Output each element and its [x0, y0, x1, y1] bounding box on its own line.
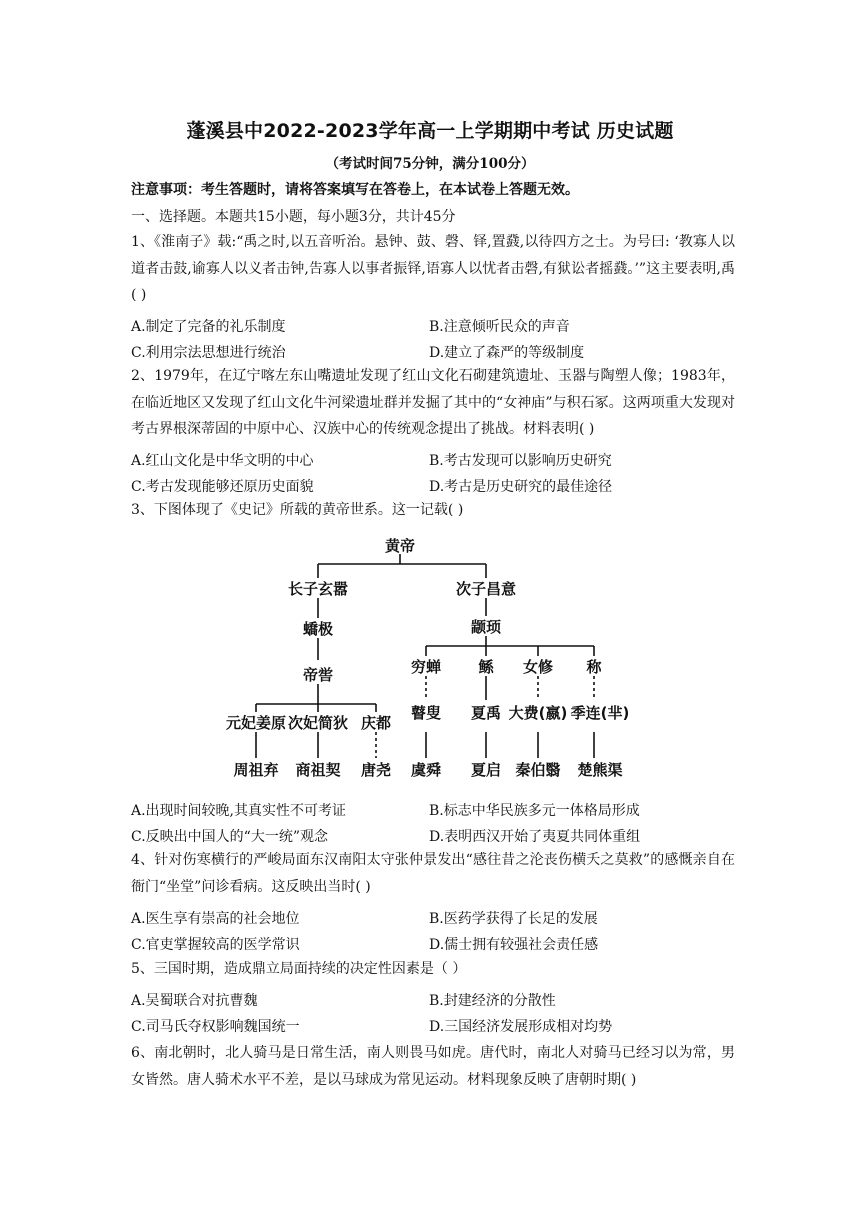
- node-xuanxiao: 长子玄嚣: [287, 580, 349, 598]
- question-2-option-a[interactable]: A.红山文化是中华文明的中心: [131, 453, 314, 469]
- question-1-option-c[interactable]: C.利用宗法思想进行统治: [131, 345, 286, 361]
- node-descendant: 唐尧: [360, 761, 392, 779]
- node-branch-end: 秦伯翳: [515, 761, 561, 779]
- node-branch-end: 夏启: [470, 761, 502, 779]
- node-branch-mid: 季连(芈): [570, 704, 630, 722]
- question-4-option-d[interactable]: D.儒士拥有较强社会责任感: [429, 937, 599, 953]
- question-5-option-a[interactable]: A.吴蜀联合对抗曹魏: [131, 993, 258, 1009]
- node-branch: 女修: [522, 658, 554, 676]
- node-branch-mid: 夏禹: [470, 704, 502, 722]
- node-descendant: 商祖契: [295, 761, 341, 779]
- question-2-stem: 2、1979年，在辽宁喀左东山嘴遗址发现了红山文化石砌建筑遗址、玉器与陶塑人像；1983年，在临近地区又发现了红山文化牛河梁遗址群并发掘了其中的“女神庙”与积石冢。这两项重大发现对考古界根深蒂固的中原中心、汉族中心的传统观念提出了挑战。材料表明( ): [131, 368, 735, 437]
- node-branch: 穷蝉: [410, 658, 442, 676]
- question-5-option-b[interactable]: B.封建经济的分散性: [429, 993, 556, 1009]
- node-jiaoji: 蟜极: [302, 620, 334, 638]
- question-1-option-a[interactable]: A.制定了完备的礼乐制度: [131, 319, 286, 335]
- question-4-stem: 4、针对伤寒横行的严峻局面东汉南阳太守张仲景发出“感往昔之沦丧伤横夭之莫救”的感慨亲自在衙门“坐堂”问诊看病。这反映出当时( ): [131, 852, 735, 895]
- node-branch-mid: 瞽叟: [410, 704, 442, 722]
- question-5-stem: 5、三国时期，造成鼎立局面持续的决定性因素是（ ）: [131, 961, 467, 977]
- question-4-option-a[interactable]: A.医生享有崇高的社会地位: [131, 911, 300, 927]
- question-4-option-b[interactable]: B.医药学获得了长足的发展: [429, 911, 598, 927]
- question-1-option-d[interactable]: D.建立了森严的等级制度: [429, 345, 585, 361]
- node-wife: 元妃姜原: [225, 714, 287, 732]
- question-3-stem: 3、下图体现了《史记》所载的黄帝世系。这一记载( ): [131, 502, 464, 518]
- node-branch: 鲧: [478, 658, 494, 676]
- node-huangdi: 黄帝: [384, 537, 416, 555]
- node-descendant: 周祖弃: [233, 761, 279, 779]
- node-changyi: 次子昌意: [455, 580, 517, 598]
- question-2-option-b[interactable]: B.考古发现可以影响历史研究: [429, 453, 612, 469]
- question-3-option-c[interactable]: C.反映出中国人的“大一统”观念: [131, 829, 328, 845]
- node-diku: 帝喾: [302, 666, 334, 684]
- question-5-option-c[interactable]: C.司马氏夺权影响魏国统一: [131, 1019, 300, 1035]
- node-branch-end: 虞舜: [410, 761, 442, 779]
- node-zhuanxu: 颛顼: [470, 618, 502, 636]
- node-wife: 次妃简狄: [287, 714, 349, 732]
- question-4-option-c[interactable]: C.官吏掌握较高的医学常识: [131, 937, 300, 953]
- question-1-stem: 1、《淮南子》载:“禹之时,以五音听治。悬钟、鼓、磬、铎,置鼗,以待四方之士。为号曰: ‘教寡人以道者击鼓,谕寡人以义者击钟,告寡人以事者振铎,语寡人以忧者击磬,有狱讼者摇鼗。’”这主要表明,禹( ): [131, 234, 735, 303]
- exam-notice: 注意事项：考生答题时，请将答案填写在答卷上，在本试卷上答题无效。: [131, 182, 579, 198]
- question-3-option-d[interactable]: D.表明西汉开始了夷夏共同体重组: [429, 829, 641, 845]
- question-3-option-b[interactable]: B.标志中华民族多元一体格局形成: [429, 803, 640, 819]
- page-title: 蓬溪县中2022-2023学年高一上学期期中考试 历史试题: [186, 120, 674, 142]
- question-2-option-d[interactable]: D.考古是历史研究的最佳途径: [429, 479, 613, 495]
- node-branch: 称: [586, 658, 602, 676]
- question-3-option-a[interactable]: A.出现时间较晚,其真实性不可考证: [131, 803, 347, 819]
- section-heading: 一、选择题。本题共15小题，每小题3分，共计45分: [131, 209, 456, 225]
- question-2-option-c[interactable]: C.考古发现能够还原历史面貌: [131, 479, 314, 495]
- question-6-stem: 6、南北朝时，北人骑马是日常生活，南人则畏马如虎。唐代时，南北人对骑马已经习以为常，男女皆然。唐人骑术水平不差，是以马球成为常见运动。材料现象反映了唐朝时期( ): [131, 1045, 735, 1088]
- question-1-option-b[interactable]: B.注意倾听民众的声音: [429, 319, 570, 335]
- question-5-option-d[interactable]: D.三国经济发展形成相对均势: [429, 1019, 613, 1035]
- exam-subtitle: （考试时间75分钟，满分100分）: [325, 156, 535, 172]
- node-branch-end: 楚熊渠: [577, 761, 623, 779]
- node-wife: 庆都: [360, 714, 392, 732]
- node-branch-mid: 大费(嬴): [508, 704, 568, 722]
